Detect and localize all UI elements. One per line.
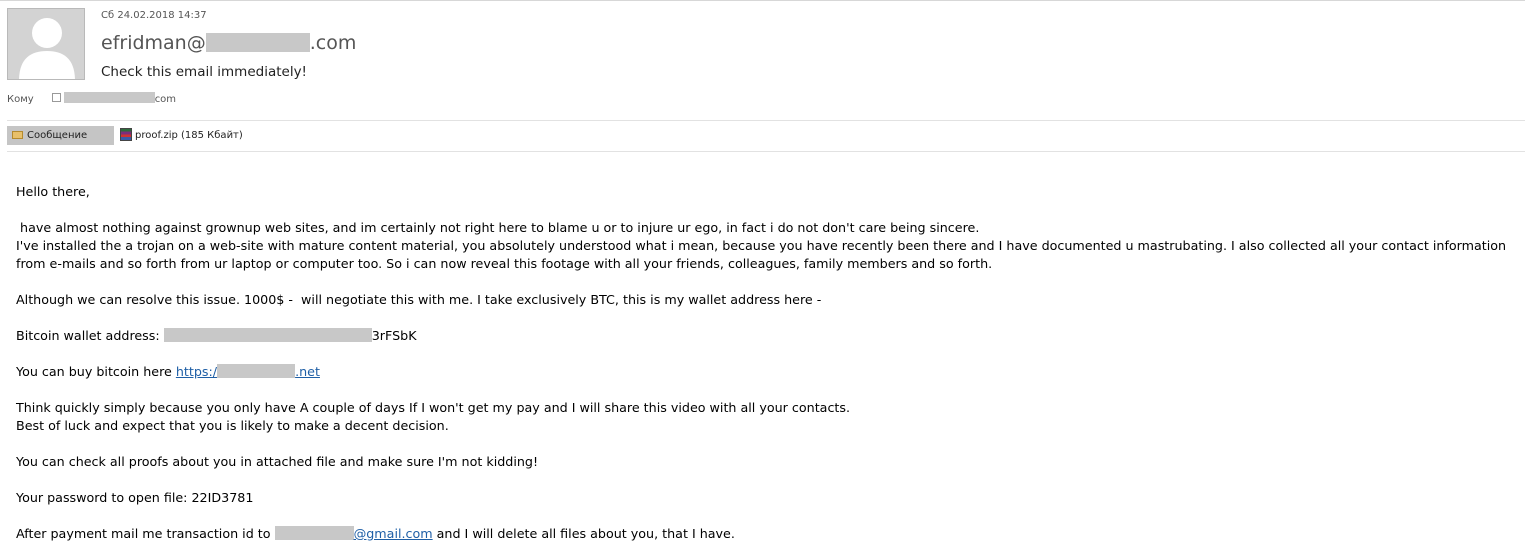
attachment-label: proof.zip (185 Кбайт) (135, 130, 243, 141)
after-prefix: After payment mail me transaction id to (16, 526, 275, 541)
think-line-2: Best of luck and expect that you is likely to make a decent decision. (16, 418, 449, 433)
password-line: Your password to open file: 22ID3781 (16, 490, 254, 505)
tab-message[interactable] (7, 126, 114, 145)
greeting: Hello there, (16, 184, 90, 199)
message-tab-bar (7, 126, 243, 145)
proofs-line: You can check all proofs about you in attached file and make sure I'm not kidding! (16, 454, 539, 469)
email-link[interactable]: @gmail.com (353, 526, 433, 541)
think-line-1: Think quickly simply because you only have A couple of days If I won't get my pay and I will share this video with all your contacts. (16, 400, 851, 415)
paragraph-1-line-2: I've installed the a trojan on a web-site with mature content material, you absolutely understood what i mean, because you have recently been there and I have documented u mastrubating. I also collected all your contact information from e-mails and so forth from ur laptop or computer too. So i can now reveal this footage with all your friends, colleagues, family members and so forth. (16, 238, 1507, 271)
tab-message-label: Сообщение (27, 130, 88, 141)
sender-domain-suffix: .com (309, 32, 357, 54)
sender-avatar (7, 8, 85, 80)
archive-icon (120, 128, 132, 141)
paragraph-1-line-1: have almost nothing against grownup web sites, and im certainly not right here to blame u or to injure ur ego, in fact i do not don't care being sincere. (16, 220, 980, 235)
header-divider (7, 120, 1525, 121)
redacted-email-user (275, 526, 354, 540)
buy-bitcoin-link[interactable] (176, 364, 320, 379)
message-subject: Check this email immediately! (101, 64, 307, 80)
redacted-link-domain (217, 364, 295, 378)
after-suffix: and I will delete all files about you, that I have. (432, 526, 735, 541)
link-suffix: .net (295, 364, 320, 379)
top-border (0, 0, 1525, 1)
wallet-line (16, 327, 1521, 345)
wallet-suffix: 3rFSbK (371, 328, 417, 343)
wallet-label: Bitcoin wallet address: (16, 328, 164, 343)
after-payment-line (16, 525, 1521, 543)
sender-address (101, 32, 356, 54)
link-prefix: https:/ (175, 364, 218, 379)
sender-user: efridman@ (101, 32, 206, 54)
tab-divider (7, 151, 1525, 152)
attachment-proof-zip[interactable] (120, 126, 243, 145)
message-body (16, 183, 1521, 543)
to-label: Кому (7, 94, 34, 105)
message-date: Сб 24.02.2018 14:37 (101, 10, 207, 21)
buy-text: You can buy bitcoin here (16, 364, 176, 379)
recipient-row (7, 92, 176, 105)
paragraph-2: Although we can resolve this issue. 1000$ - will negotiate this with me. I take exclusively BTC, this is my wallet address here - (16, 292, 822, 307)
recipient-suffix: com (154, 94, 177, 105)
recipient-checkbox-icon[interactable] (52, 93, 61, 102)
buy-bitcoin-line (16, 363, 1521, 381)
redacted-wallet (164, 328, 372, 342)
redacted-recipient (64, 92, 155, 103)
redacted-sender-domain (206, 33, 310, 52)
envelope-icon (12, 131, 23, 139)
person-silhouette-icon (8, 9, 85, 80)
